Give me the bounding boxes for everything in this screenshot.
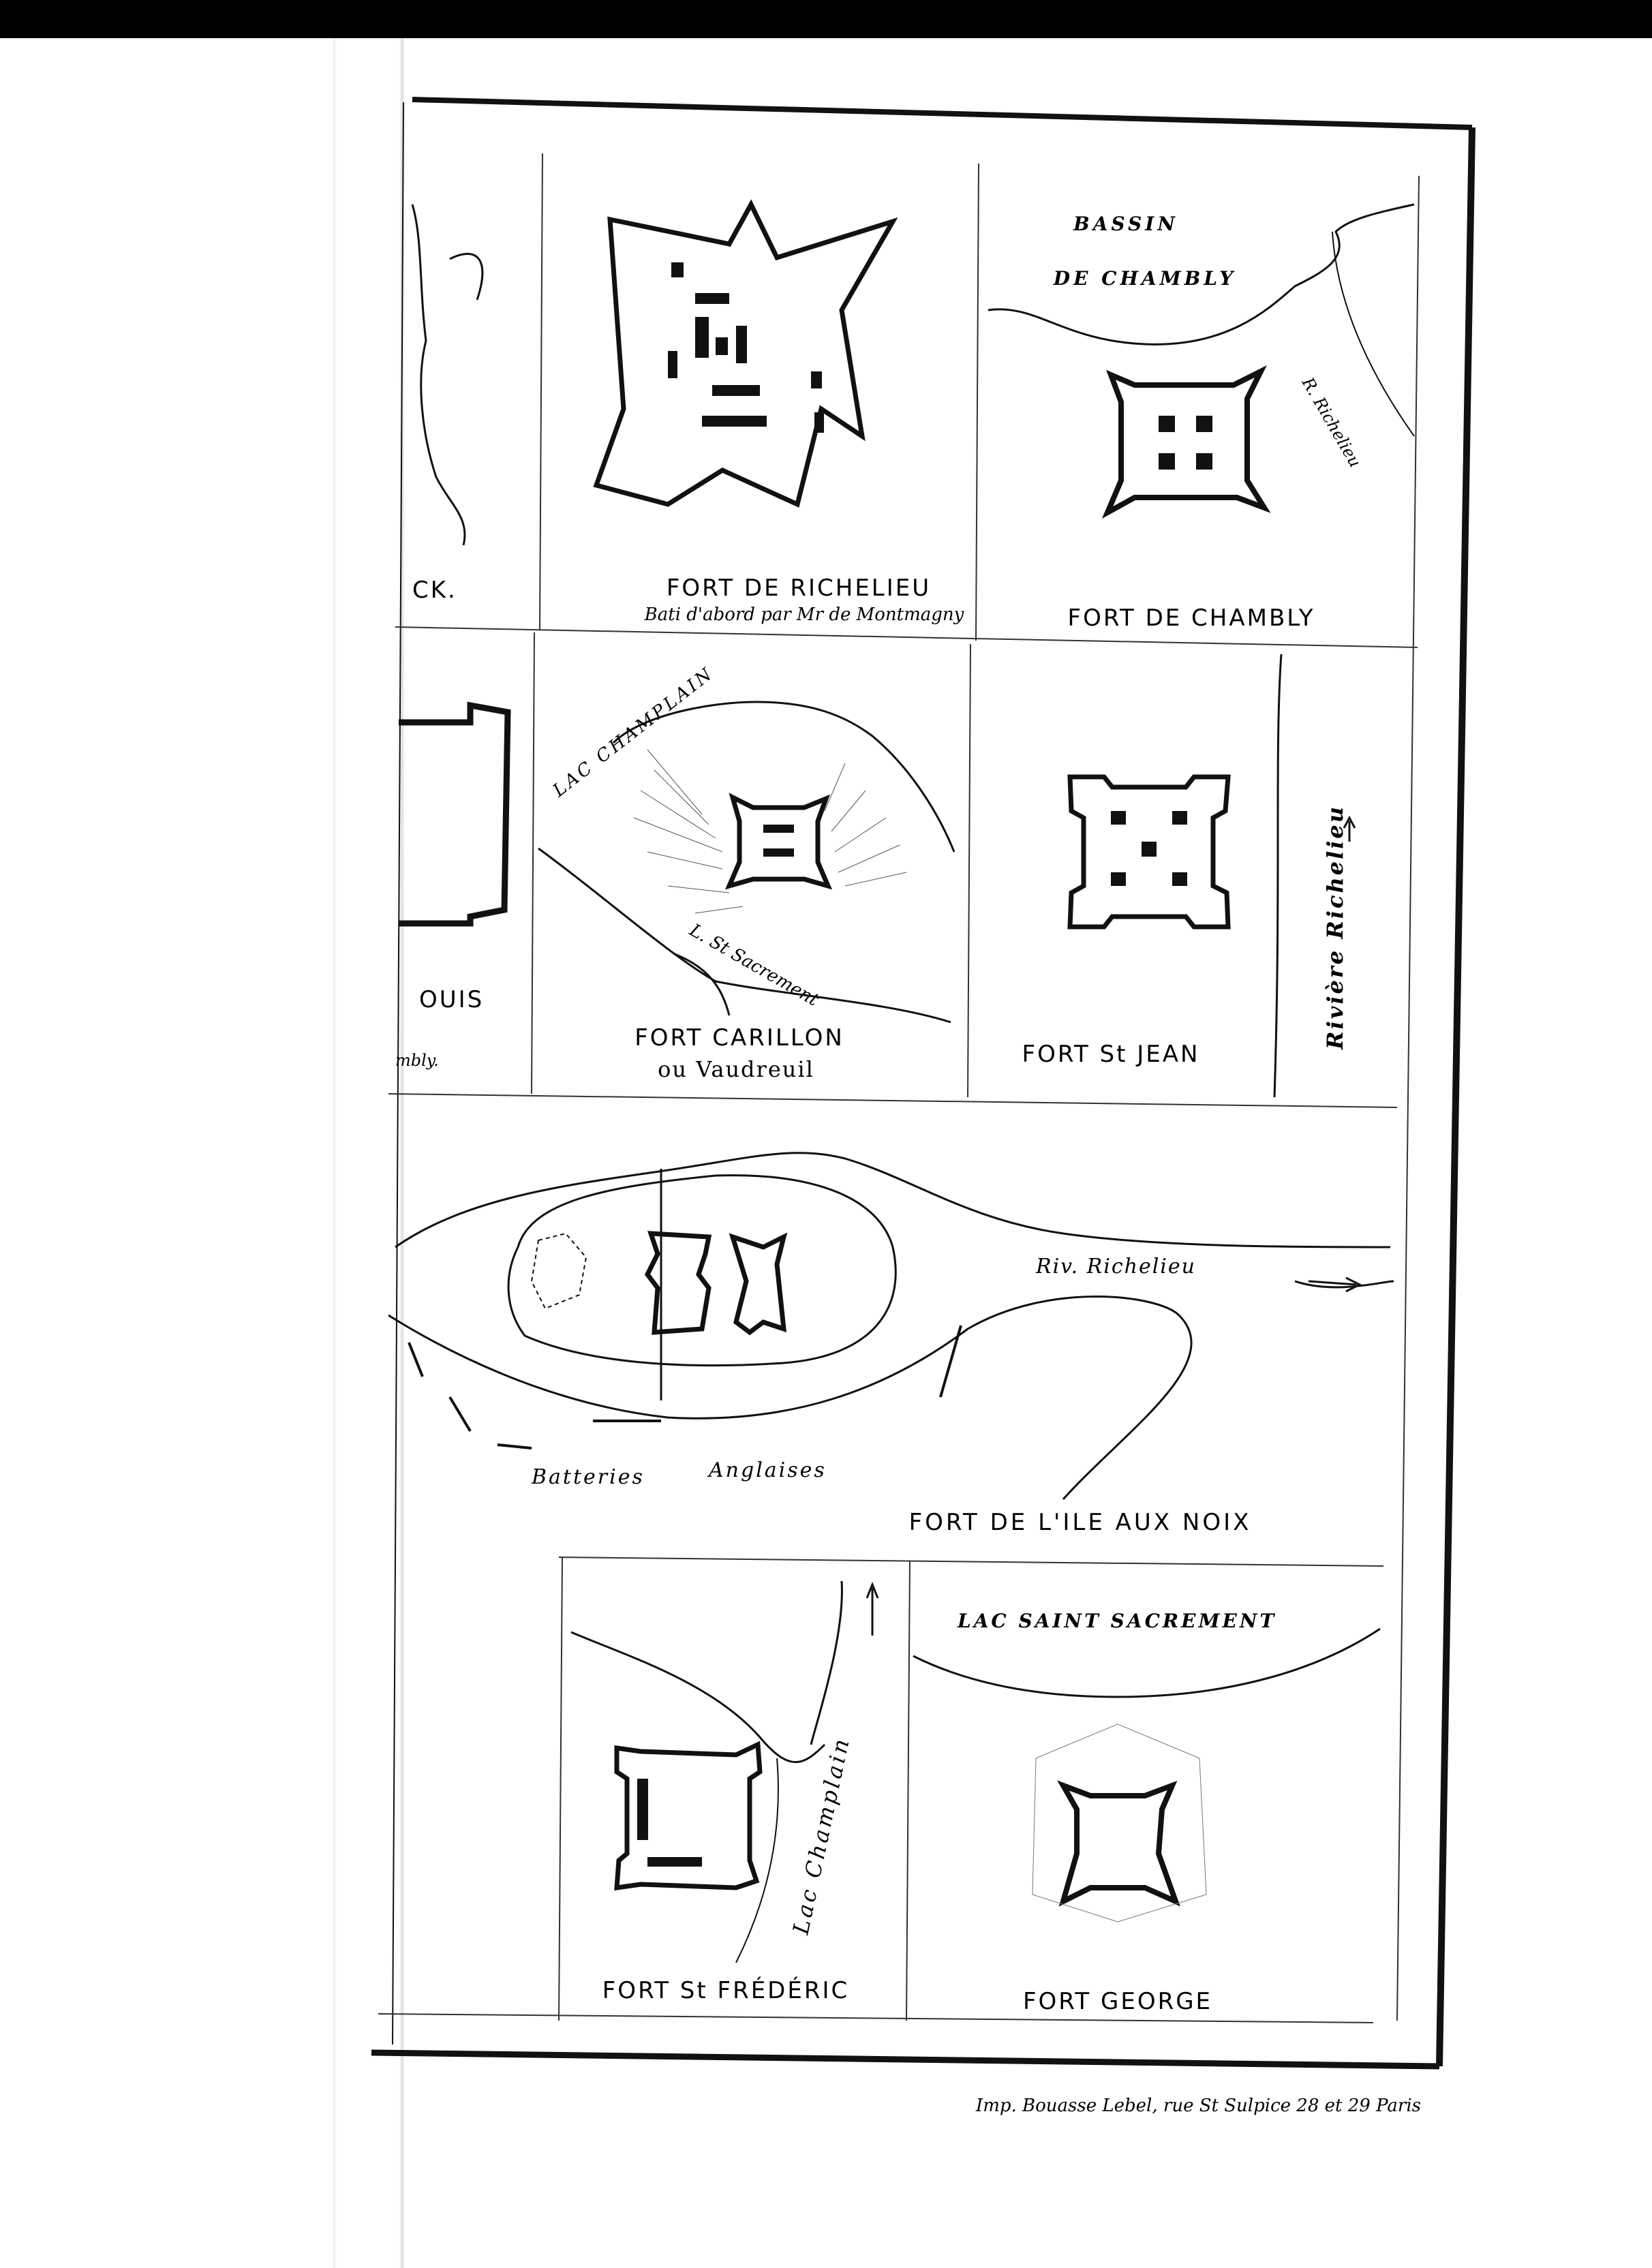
anglaises-label: Anglaises (709, 1458, 827, 1482)
fort-carillon-plan (729, 797, 828, 886)
bassin-label: BASSIN (1073, 213, 1178, 235)
batteries-label: Batteries (532, 1465, 645, 1489)
fort-louis-caption-fragment: mbly. (395, 1051, 439, 1070)
fort-st-frederic-title: FORT St FRÉDÉRIC (602, 1977, 850, 2004)
lac-saint-sacrement-label: LAC SAINT SACREMENT (958, 1610, 1277, 1632)
riviere-richelieu-label: Rivière Richelieu (1322, 804, 1348, 1049)
fort-ile-aux-noix-title: FORT DE L'ILE AUX NOIX (908, 1509, 1252, 1536)
fort-george-title: FORT GEORGE (1022, 1988, 1213, 2015)
fort-chambly-plan (1107, 371, 1264, 512)
fort-louis-fragment (399, 705, 508, 923)
riv-richelieu-label: Riv. Richelieu (1036, 1255, 1196, 1278)
fort-carillon-subtitle: ou Vaudreuil (658, 1056, 814, 1082)
fort-richelieu-caption: Bati d'abord par Mr de Montmagny (644, 604, 964, 625)
printer-imprint: Imp. Bouasse Lebel, rue St Sulpice 28 et 29 Paris (975, 2096, 1421, 2116)
fort-st-jean-title: FORT St JEAN (1022, 1041, 1200, 1068)
fort-carillon-title: FORT CARILLON (634, 1024, 844, 1052)
crown-point-fragment (412, 204, 483, 545)
fort-chambly-title: FORT DE CHAMBLY (1067, 604, 1315, 632)
crown-point-title-fragment: CK. (412, 577, 457, 604)
riverbank-north (395, 1153, 1390, 1247)
fort-richelieu-title: FORT DE RICHELIEU (666, 574, 932, 602)
fort-george-plan (1063, 1786, 1176, 1901)
fort-louis-title-fragment: OUIS (419, 986, 485, 1013)
r-richelieu-label: R. Richelieu (1298, 374, 1365, 471)
lac-champlain-bottom-label: Lac Champlain (787, 1734, 855, 1937)
fort-ile-aux-noix-plan (647, 1233, 784, 1332)
lac-champlain-label: LAC CHAMPLAIN (549, 662, 718, 801)
st-sacrement-label: L. St Sacrement (686, 920, 823, 1011)
de-chambly-label: DE CHAMBLY (1053, 267, 1237, 290)
